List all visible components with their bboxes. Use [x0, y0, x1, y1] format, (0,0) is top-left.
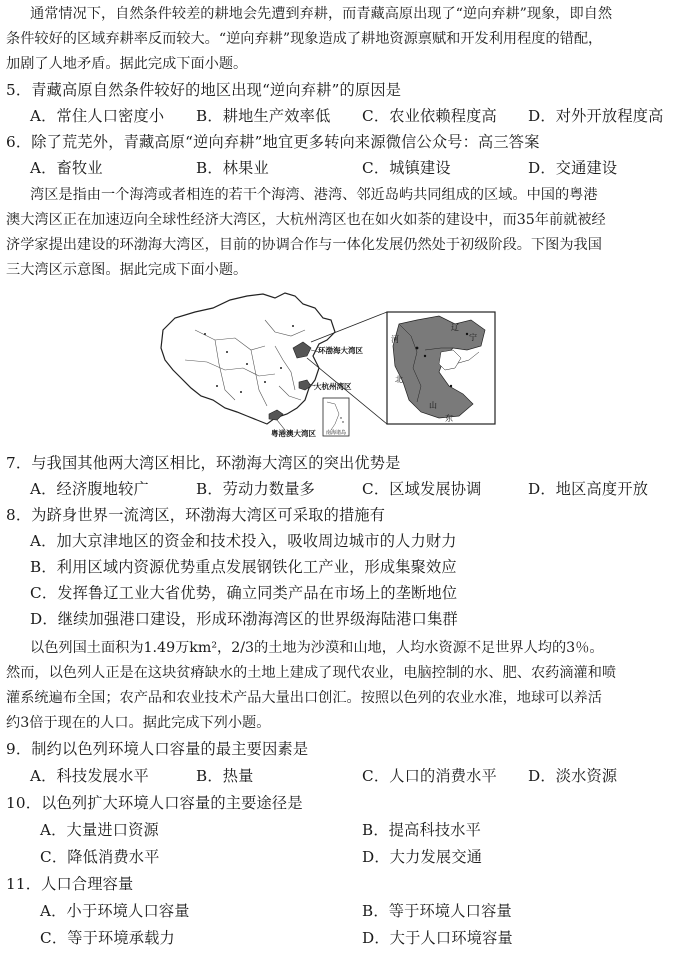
q5-option-b[interactable]: B．耕地生产效率低 — [196, 107, 331, 125]
q9-option-b[interactable]: B．热量 — [196, 767, 254, 785]
q10-stem: 10．以色列扩大环境人口容量的主要途径是 — [6, 794, 303, 812]
q9-option-d[interactable]: D．淡水资源 — [528, 767, 618, 785]
inset-label-shan: 山 — [429, 401, 437, 410]
q5-option-c[interactable]: C．农业依赖程度高 — [362, 107, 497, 125]
bay-area-map — [155, 290, 540, 440]
q7-option-a[interactable]: A．经济腹地较广 — [30, 480, 149, 498]
q6-option-d[interactable]: D．交通建设 — [528, 159, 618, 177]
q11-option-a[interactable]: A．小于环境人口容量 — [40, 902, 190, 920]
q11-option-d[interactable]: D．大于人口环境容量 — [362, 929, 513, 947]
q5-option-a[interactable]: A．常住人口密度小 — [30, 107, 165, 125]
q10-option-b[interactable]: B．提高科技水平 — [362, 821, 482, 839]
q11-stem: 11．人口合理容量 — [6, 875, 134, 893]
passage2-line2: 澳大湾区正在加速迈向全球性经济大湾区，大杭州湾区也在如火如荼的建设中，而35年前就被经 — [6, 212, 606, 228]
q10-option-c[interactable]: C．降低消费水平 — [40, 848, 160, 866]
passage2-line1: 湾区是指由一个海湾或者相连的若干个海湾、港湾、邻近岛屿共同组成的区域。中国的粤港 — [30, 187, 598, 203]
q10-option-d[interactable]: D．大力发展交通 — [362, 848, 483, 866]
q6-option-a[interactable]: A．畜牧业 — [30, 159, 103, 177]
passage1-line1: 通常情况下，自然条件较差的耕地会先遭到弃耕，而青藏高原出现了“逆向弃耕”现象，即自然 — [30, 6, 613, 22]
inset-label-ning: 宁 — [469, 333, 477, 342]
q6-stem: 6．除了荒芜外，青藏高原“逆向弃耕”地宜更多转向来源微信公众号：高三答案 — [6, 133, 540, 151]
q7-option-d[interactable]: D．地区高度开放 — [528, 480, 649, 498]
passage3-line3: 灌系统遍布全国；农产品和农业技术产品大量出口创汇。按照以色列的农业水准，地球可以养活 — [6, 690, 602, 706]
label-bohai: 环渤海大湾区 — [318, 346, 363, 355]
china-outline-shape — [161, 293, 335, 424]
passage1-line2: 条件较好的区域弃耕率反而较大。“逆向弃耕”现象造成了耕地资源禀赋和开发利用程度的错配， — [6, 31, 603, 47]
q9-option-a[interactable]: A．科技发展水平 — [30, 767, 149, 785]
inset-label-he: 河 — [391, 335, 399, 344]
passage2-line3: 济学家提出建设的环渤海大湾区，目前的协调合作与一体化发展仍然处于初级阶段。下图为我国 — [6, 237, 602, 253]
q8-option-d[interactable]: D．继续加强港口建设，形成环渤海湾区的世界级海陆港口集群 — [30, 610, 458, 628]
q6-option-b[interactable]: B．林果业 — [196, 159, 269, 177]
q5-option-d[interactable]: D．对外开放程度高 — [528, 107, 664, 125]
inset-label-dong: 东 — [445, 414, 453, 423]
q7-option-b[interactable]: B．劳动力数量多 — [196, 480, 316, 498]
passage3-line4: 约3倍于现在的人口。据此完成下列小题。 — [6, 715, 271, 731]
q11-option-b[interactable]: B．等于环境人口容量 — [362, 902, 512, 920]
q6-option-c[interactable]: C．城镇建设 — [362, 159, 451, 177]
q9-option-c[interactable]: C．人口的消费水平 — [362, 767, 497, 785]
inset-label-liao: 辽 — [451, 323, 459, 332]
passage1-line3: 加剧了人地矛盾。据此完成下面小题。 — [6, 56, 248, 72]
q8-option-a[interactable]: A．加大京津地区的资金和技术投入，吸收周边城市的人力财力 — [30, 532, 457, 550]
passage3-line1: 以色列国土面积为1.49万km²，2/3的土地为沙漠和山地，人均水资源不足世界人均的3％。 — [30, 640, 604, 656]
label-nanhai: 南海诸岛 — [326, 430, 347, 436]
q10-option-a[interactable]: A．大量进口资源 — [40, 821, 159, 839]
passage2-line4: 三大湾区示意图。据此完成下面小题。 — [6, 262, 248, 278]
q8-stem: 8．为跻身世界一流湾区，环渤海大湾区可采取的措施有 — [6, 506, 386, 524]
q8-option-c[interactable]: C．发挥鲁辽工业大省优势，确立同类产品在市场上的垄断地位 — [30, 584, 458, 602]
passage3-line2: 然而，以色列人正是在这块贫瘠缺水的土地上建成了现代农业，电脑控制的水、肥、农药滴灌和喷 — [6, 665, 617, 681]
label-hangzhou: 大杭州湾区 — [314, 382, 352, 391]
inset-label-bei: 北 — [395, 375, 403, 384]
q9-stem: 9．制约以色列环境人口容量的最主要因素是 — [6, 740, 309, 758]
q7-stem: 7．与我国其他两大湾区相比，环渤海大湾区的突出优势是 — [6, 454, 401, 472]
q5-stem: 5．青藏高原自然条件较好的地区出现“逆向弃耕”的原因是 — [6, 81, 402, 99]
q7-option-c[interactable]: C．区域发展协调 — [362, 480, 482, 498]
q11-option-c[interactable]: C．等于环境承载力 — [40, 929, 175, 947]
bay-area-map-svg — [155, 290, 540, 440]
label-yuegang: 粤港澳大湾区 — [271, 429, 316, 438]
q8-option-b[interactable]: B．利用区域内资源优势重点发展钢铁化工产业，形成集聚效应 — [30, 558, 457, 576]
